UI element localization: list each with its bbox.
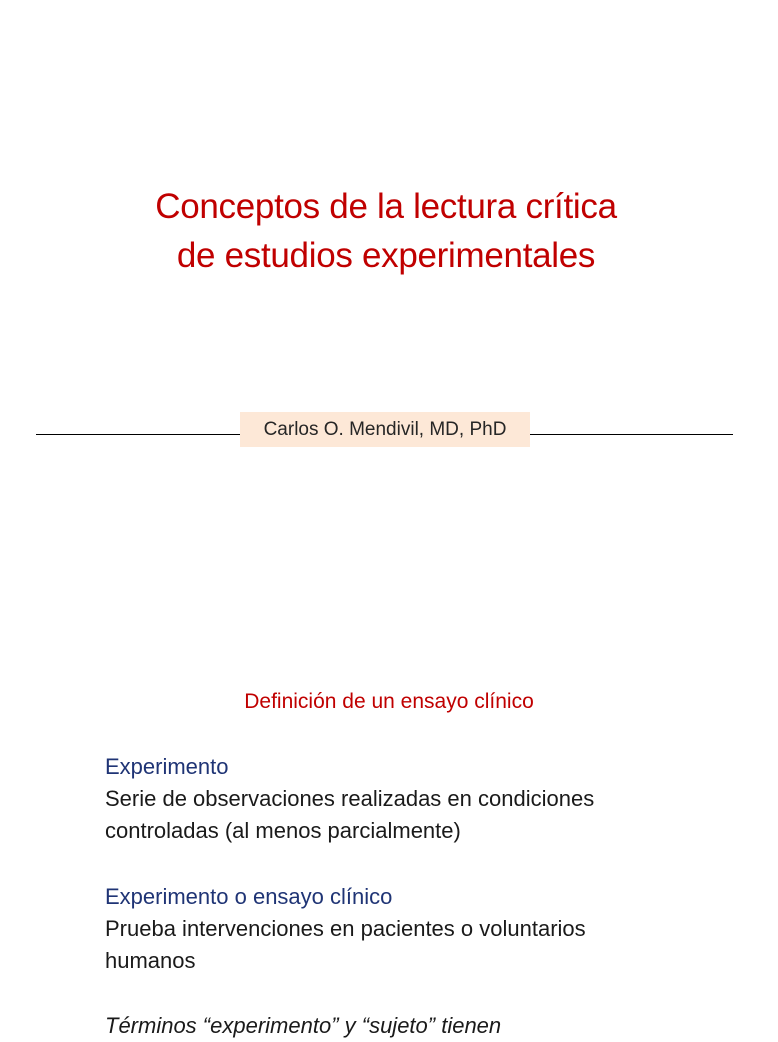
definition-line: humanos: [105, 948, 196, 973]
slide-title-line-1: Conceptos de la lectura crítica: [155, 187, 617, 226]
term-definition: [105, 783, 705, 847]
slide-title: [0, 182, 772, 280]
term-definition: [105, 913, 705, 977]
definition-line: Serie de observaciones realizadas en condiciones: [105, 786, 595, 811]
author-name: Carlos O. Mendivil, MD, PhD: [240, 412, 530, 447]
term-heading: Experimento: [105, 754, 229, 779]
term-heading: Experimento o ensayo clínico: [105, 884, 393, 909]
definition-line: Prueba intervenciones en pacientes o voluntarios: [105, 916, 586, 941]
divider-left: [36, 434, 240, 435]
section-heading: Definición de un ensayo clínico: [244, 690, 534, 713]
divider-right: [530, 434, 733, 435]
definition-line: controladas (al menos parcialmente): [105, 818, 461, 843]
partial-text-line: Términos “experimento” y “sujeto” tienen: [105, 1013, 502, 1038]
slide-title-line-2: de estudios experimentales: [176, 236, 596, 275]
